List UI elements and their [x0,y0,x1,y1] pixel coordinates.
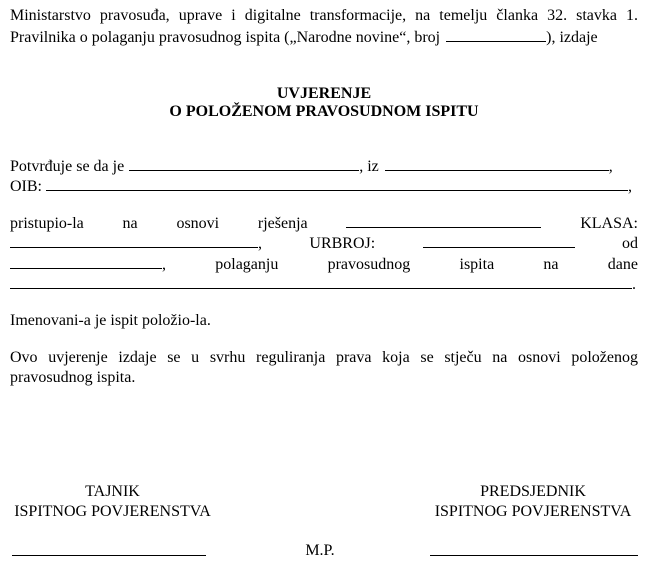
word: polaganju [215,256,279,273]
intro-line-2 [10,27,638,47]
secretary-signature-block [10,482,215,522]
word: ispita [459,256,495,273]
document-title [10,84,638,104]
signature-title: ISPITNOG POVJERENSTVA [14,503,211,520]
name-line [10,156,638,176]
label: od [621,235,638,252]
intro-line-1 [10,6,638,26]
name-field[interactable] [129,156,359,171]
label: Potvrđuje se da je [10,158,125,175]
gazette-number-field[interactable] [446,27,546,42]
purpose-line-1 [10,348,638,368]
exam-dates-field[interactable] [10,274,632,289]
president-signature-line[interactable] [430,555,638,556]
label: , [628,178,632,195]
word: pristupio-la [10,215,84,232]
urbroj-field[interactable] [423,233,575,248]
title-line: UVJERENJE [276,85,372,102]
signature-title: ISPITNOG POVJERENSTVA [434,503,632,520]
word: pravosudnog [327,256,411,273]
label: KLASA: [580,215,638,232]
decision-field[interactable] [346,213,541,228]
decision-line-2 [10,233,638,253]
label: , [608,158,613,175]
stamp-label [290,541,350,561]
decision-line-4 [10,274,638,294]
word: dane [607,256,638,273]
text: pravosudnog ispita. [10,369,136,386]
intro-text: ), izdaje [546,29,598,46]
decision-line-1 [10,213,638,233]
intro-text: Pravilnika o polaganju pravosudnog ispita („Narodne novine“, broj [10,29,441,46]
place-field[interactable] [385,156,609,171]
label: OIB: [10,178,42,195]
passed-statement [10,311,638,331]
text: Imenovani-a je ispit položio-la. [10,312,211,329]
word: osnovi [176,215,220,232]
signature-title: TAJNIK [85,483,140,500]
word: na [122,215,138,232]
word: na [543,256,559,273]
decision-line-3 [10,254,638,274]
intro-text: Ministarstvo pravosuđa, uprave i digitalne transformacije, na temelju članka 32. stavka 1. [10,7,638,24]
word: rješenja [257,215,308,232]
title-line: O POLOŽENOM PRAVOSUDNOM ISPITU [169,103,479,120]
klasa-field[interactable] [10,233,258,248]
text: Ovo uvjerenje izdaje se u svrhu reguliranja prava koja se stječu na osnovi položenog [10,349,638,366]
label: , [258,235,262,252]
secretary-signature-line[interactable] [12,555,206,556]
oib-line [10,176,638,196]
label: URBROJ: [309,235,376,252]
label: , iz [359,158,379,175]
purpose-line-2 [10,368,638,388]
president-signature-block [428,482,638,522]
stamp-text: M.P. [305,542,335,559]
signature-title: PREDSJEDNIK [480,483,586,500]
oib-field[interactable] [46,176,628,191]
date-field[interactable] [10,254,162,269]
label: , [162,256,166,273]
label: . [632,276,636,293]
document-subtitle [10,102,638,122]
